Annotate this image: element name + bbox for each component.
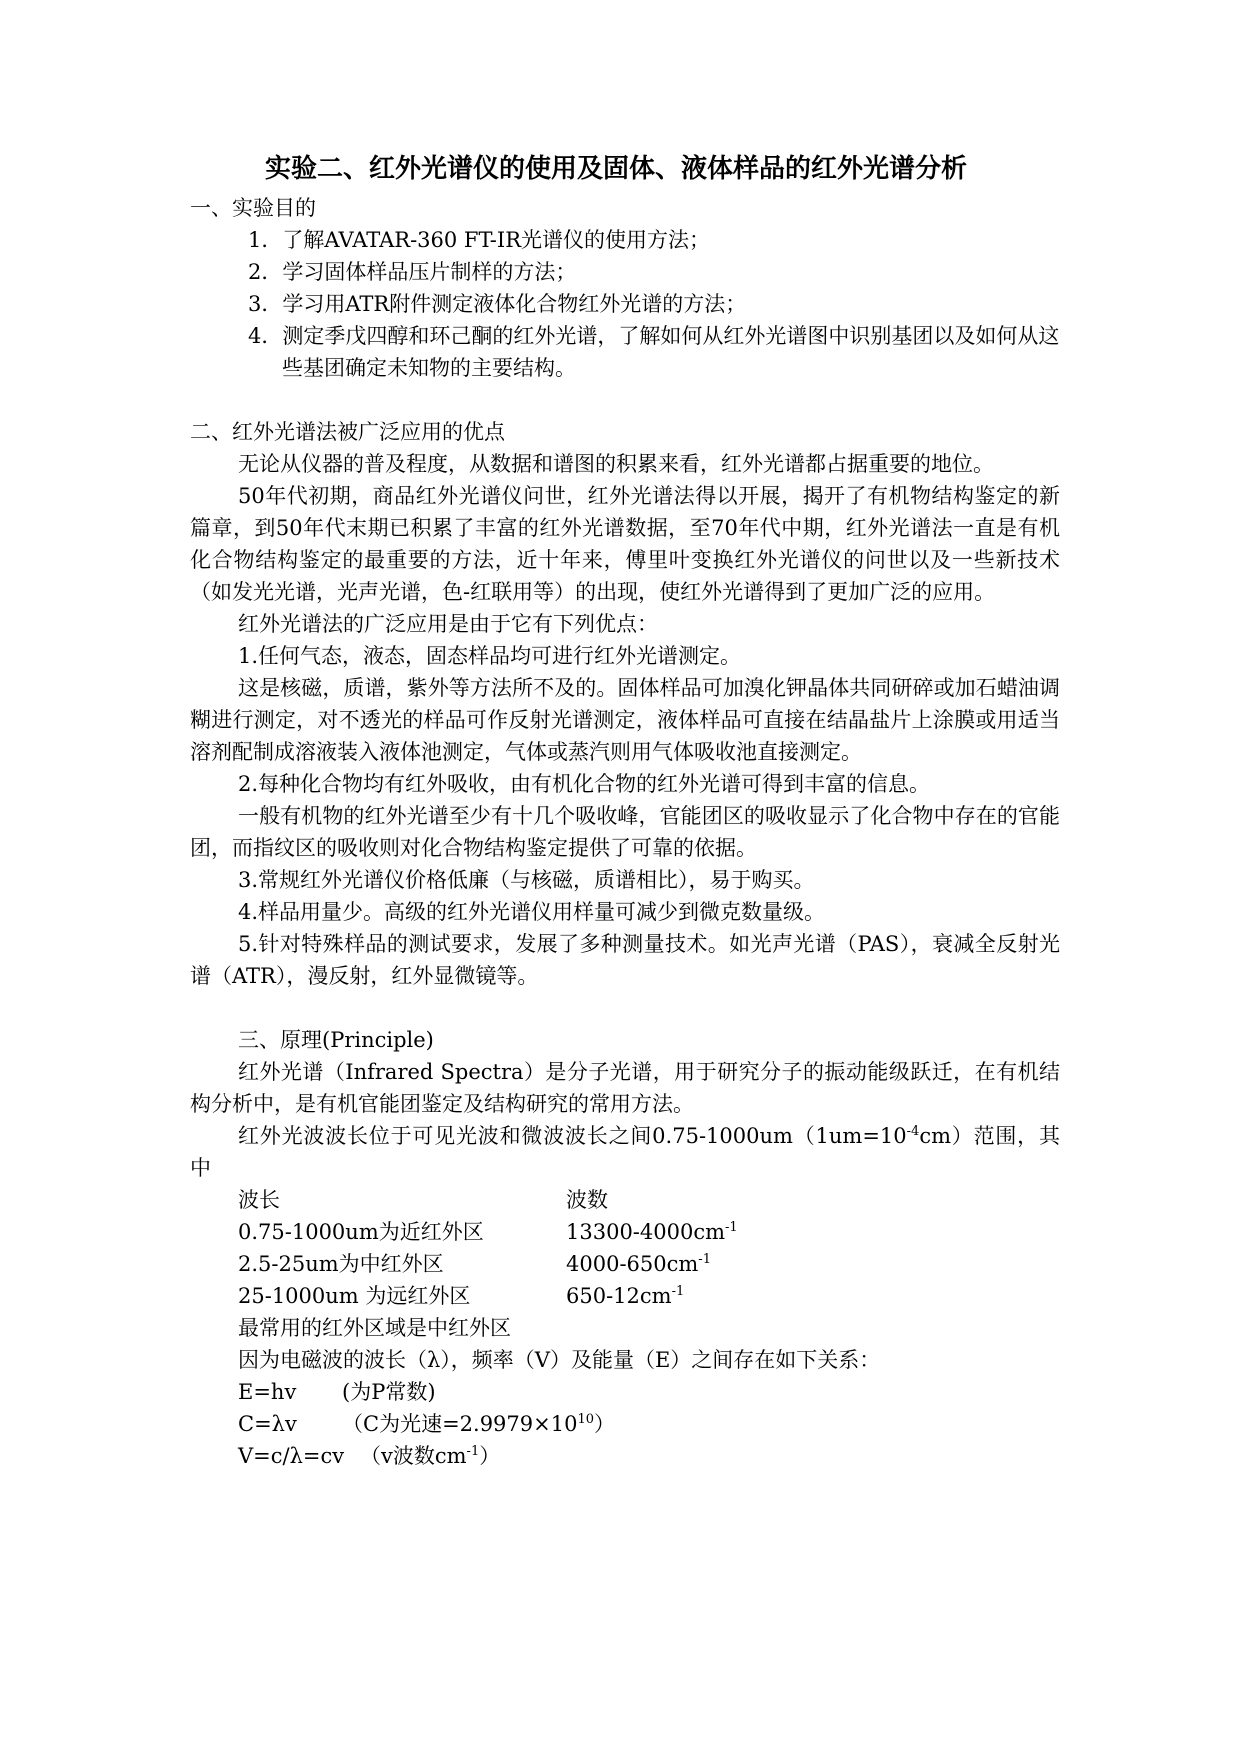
objective-item-1: 1．了解AVATAR-360 FT-IR光谱仪的使用方法； (248, 228, 710, 252)
section-heading-principle: 三、原理(Principle) (238, 1028, 434, 1052)
section-heading-advantages: 二、红外光谱法被广泛应用的优点 (190, 420, 505, 444)
col-wavelength: 波长 (238, 1188, 280, 1212)
paragraph: 这是核磁，质谱，紫外等方法所不及的。固体样品可加溴化钾晶体共同研碎或加石蜡油调糊进行测定，对不透光的样品可作反射光谱测定，液体样品可直接在结晶盐片上涂膜或用适当溶剂配制成溶液装入液体池测定，气体或蒸汽则用气体吸收池直接测定。 (190, 676, 1060, 764)
formula-energy: E=hv (为P常数) (238, 1380, 436, 1404)
advantage-1: 1.任何气态，液态，固态样品均可进行红外光谱测定。 (238, 644, 742, 668)
advantage-3: 3.常规红外光谱仪价格低廉（与核磁，质谱相比），易于购买。 (238, 868, 815, 892)
paragraph: 因为电磁波的波长（λ），频率（V）及能量（E）之间存在如下关系： (238, 1348, 881, 1372)
formula-speed: C=λv （C为光速$=2.9979\times 10^{10}$） (238, 1412, 616, 1436)
paragraph: 一般有机物的红外光谱至少有十几个吸收峰，官能团区的吸收显示了化合物中存在的官能团，而指纹区的吸收则对化合物结构鉴定提供了可靠的依据。 (190, 804, 1060, 860)
advantage-2: 2.每种化合物均有红外吸收，由有机化合物的红外光谱可得到丰富的信息。 (238, 772, 931, 796)
col-wavenumber: 波数 (566, 1188, 608, 1212)
advantage-5: 5.针对特殊样品的测试要求，发展了多种测量技术。如光声光谱（PAS），衰减全反射光谱（ATR），漫反射，红外显微镜等。 (190, 932, 1060, 988)
formula-frequency: V=c/λ=cv （v波数$cm^{-1}$） (238, 1444, 501, 1468)
wave-table-row: 0.75-1000um为近红外区 $13300-4000cm^{-1}$ (238, 1220, 738, 1244)
section-heading-objectives: 一、实验目的 (190, 196, 316, 220)
paragraph: 红外光谱（Infrared Spectra）是分子光谱，用于研究分子的振动能级跃迁，在有机结构分析中，是有机官能团鉴定及结构研究的常用方法。 (190, 1060, 1060, 1116)
document-title: 实验二、红外光谱仪的使用及固体、液体样品的红外光谱分析 (264, 154, 967, 184)
wave-table-header (190, 1184, 1060, 1216)
objective-item-2: 2．学习固体样品压片制样的方法； (248, 260, 577, 284)
paragraph: 无论从仪器的普及程度，从数据和谱图的积累来看，红外光谱都占据重要的地位。 (238, 452, 994, 476)
objective-item-3: 3．学习用ATR附件测定液体化合物红外光谱的方法； (248, 292, 747, 316)
objective-item-4: 4．测定季戊四醇和环己酮的红外光谱，了解如何从红外光谱图中识别基团以及如何从这些基团确定未知物的主要结构。 (248, 324, 1060, 380)
wave-table-row: 25-1000um 为远红外区 $650-12cm^{-1}$ (238, 1284, 685, 1308)
paragraph: 红外光谱法的广泛应用是由于它有下列优点： (238, 612, 658, 636)
advantage-4: 4.样品用量少。高级的红外光谱仪用样量可减少到微克数量级。 (238, 900, 826, 924)
paragraph: 最常用的红外区域是中红外区 (238, 1316, 511, 1340)
paragraph: 50年代初期，商品红外光谱仪问世，红外光谱法得以开展，揭开了有机物结构鉴定的新篇章，到50年代末期已积累了丰富的红外光谱数据，至70年代中期，红外光谱法一直是有机化合物结构鉴定的最重要的方法，近十年来，傅里叶变换红外光谱仪的问世以及一些新技术（如发光光谱，光声光谱，色-红联用等）的出现，使红外光谱得到了更加广泛的应用。 (190, 484, 1060, 604)
paragraph: 红外光波波长位于可见光波和微波波长之间$0.75-1000um(1um=10^{-4}cm)$范围，其中 (190, 1124, 1060, 1180)
wave-table-row: 2.5-25um为中红外区 $4000-650cm^{-1}$ (238, 1252, 711, 1276)
document-page (190, 152, 1060, 1472)
